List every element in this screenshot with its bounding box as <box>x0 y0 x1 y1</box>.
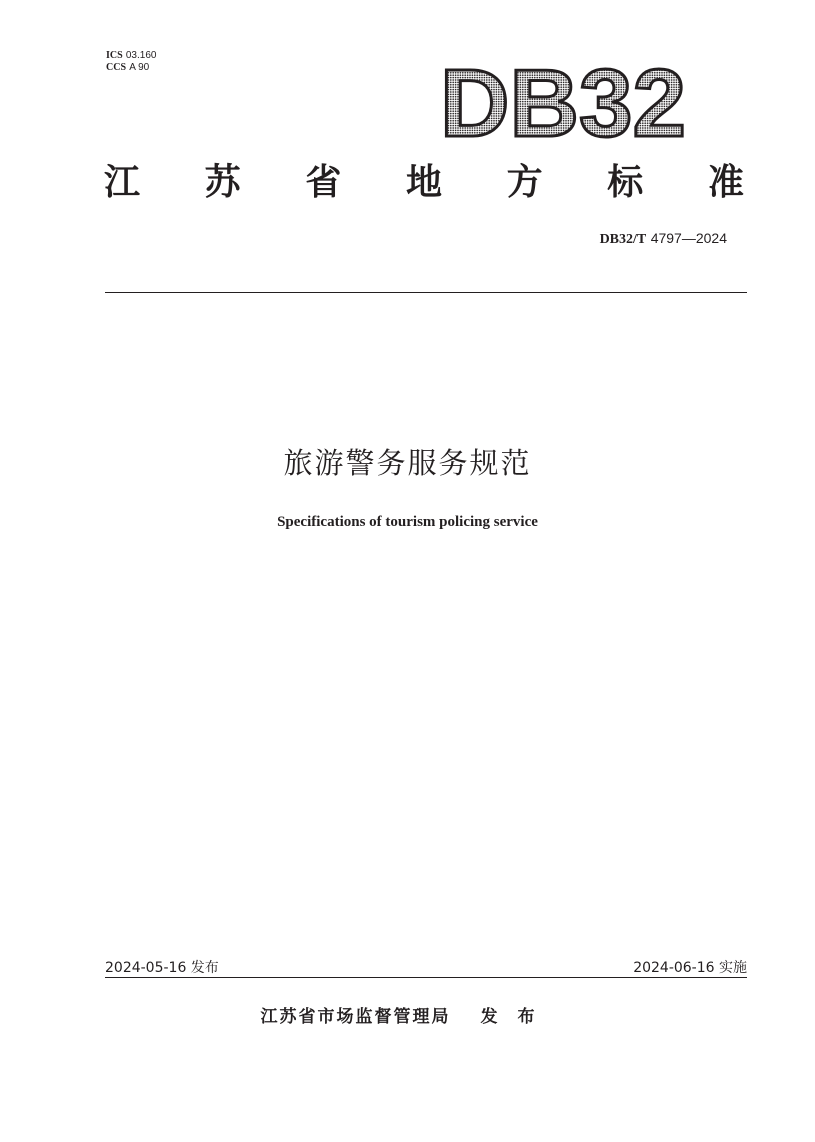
title-char: 标 <box>607 162 644 203</box>
ics-label: ICS <box>106 50 123 61</box>
standard-code: 4797—2024 <box>650 230 727 246</box>
standard-prefix: DB32/T <box>599 232 647 247</box>
ics-code <box>106 50 156 62</box>
db32-logo <box>440 62 690 142</box>
implementation-date: 2024-06-16 实施 <box>633 960 747 976</box>
title-char: 省 <box>305 162 342 203</box>
provincial-standard-title <box>104 160 744 206</box>
logo-text: DB32 <box>440 62 686 142</box>
issuer-name: 江苏省市场监督管理局 <box>260 1007 451 1027</box>
title-char: 方 <box>506 162 543 203</box>
ccs-label: CCS <box>106 62 127 73</box>
document-title-en: Specifications of tourism policing service <box>277 514 538 530</box>
header-divider <box>105 292 747 293</box>
document-title-cn: 旅游警务服务规范 <box>283 446 532 480</box>
issuer <box>0 1002 815 1027</box>
standard-number <box>600 230 727 248</box>
issue-date: 2024-05-16 发布 <box>105 960 219 976</box>
footer-divider <box>105 977 747 978</box>
ccs-code <box>106 62 156 74</box>
title-char: 准 <box>707 162 744 203</box>
ics-value: 03.160 <box>125 50 157 61</box>
classification-codes <box>106 50 156 74</box>
issuer-action: 发布 <box>480 1007 555 1027</box>
ccs-value: A 90 <box>129 62 150 73</box>
title-char: 江 <box>104 162 141 203</box>
title-char: 苏 <box>204 162 241 203</box>
title-char: 地 <box>405 162 442 203</box>
